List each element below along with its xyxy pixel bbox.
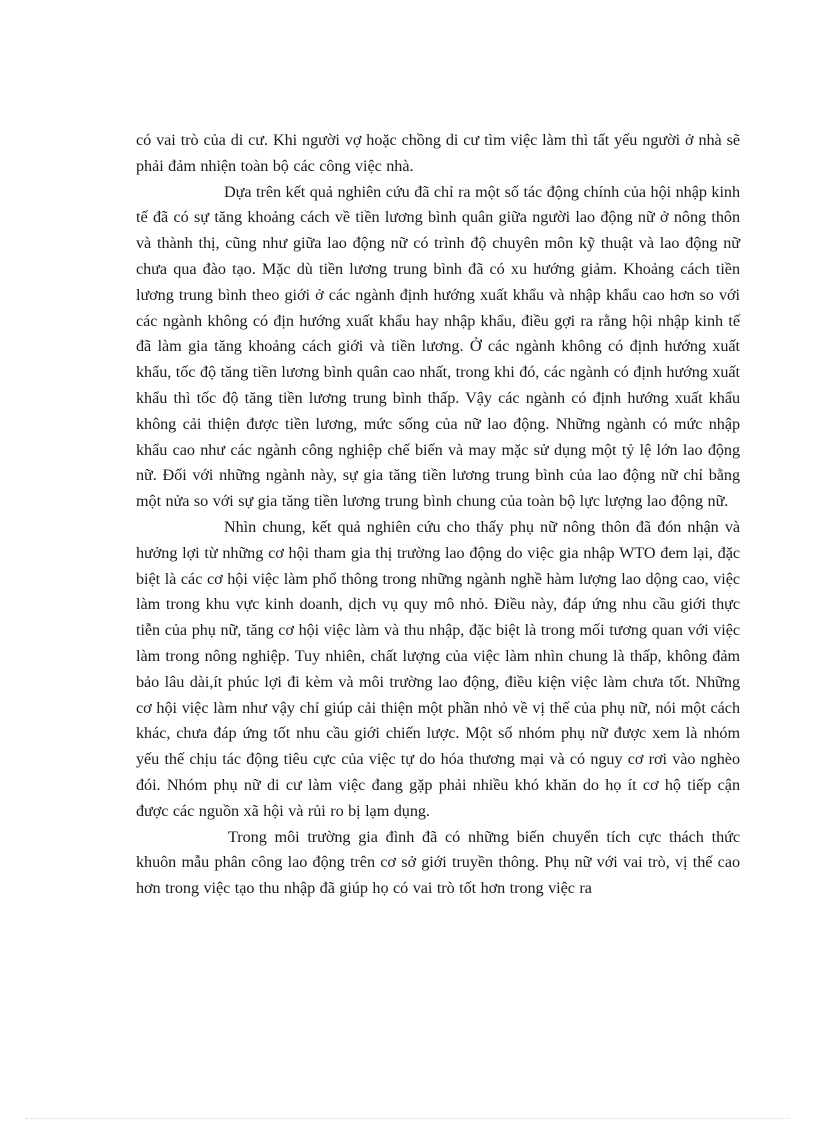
page-bottom-rule	[26, 1118, 790, 1119]
paragraph-continuation: có vai trò của di cư. Khi người vợ hoặc chồng di cư tìm việc làm thì tất yếu người ở nhà sẽ phải đảm nhiện toàn bộ các công việc nhà.	[136, 131, 740, 175]
paragraph-rural-women: Nhìn chung, kết quả nghiên cứu cho thấy phụ nữ nông thôn đã đón nhận và hưởng lợi từ những cơ hội tham gia thị trường lao động do việc gia nhập WTO đem lại, đặc biệt là các cơ hội việc làm phổ thông trong những ngành nghề hàm lượng lao dộng cao, việc làm trong khu vực kinh doanh, dịch vụ quy mô nhỏ. Điều này, đáp ứng nhu cầu giới thực tiễn của phụ nữ, tăng cơ hội việc làm và thu nhập, đặc biệt là trong mối tương quan với việc làm trong nông nghiệp. Tuy nhiên, chất lượng của việc làm nhìn chung là thấp, không đảm bảo lâu dài,ít phúc lợi đi kèm và môi trường lao động, điều kiện việc làm chưa tốt. Những cơ hội việc làm như vậy chỉ giúp cải thiện một phần nhỏ về vị thế của phụ nữ, nói một cách khác, chưa đáp ứng tốt nhu cầu giới chiến lược. Một số nhóm phụ nữ được xem là nhóm yếu thế chịu tác động tiêu cực của việc tự do hóa thương mại và có nguy cơ rơi vào nghèo đói. Nhóm phụ nữ di cư làm việc đang gặp phải nhiều khó khăn do họ ít cơ hộ tiếp cận được các nguồn xã hội và rủi ro bị lạm dụng.	[136, 517, 740, 820]
document-page	[136, 128, 740, 902]
paragraph-wage-gap: Dựa trên kết quả nghiên cứu đã chỉ ra một số tác động chính của hội nhập kinh tế đã có sự tăng khoảng cách về tiền lương bình quân giữa người lao động nữ ở nông thôn và thành thị, cũng như giữa lao động nữ có trình độ chuyên môn kỹ thuật và lao động nữ chưa qua đào tạo. Mặc dù tiền lương trung bình đã có xu hướng giảm. Khoảng cách tiền lương trung bình theo giới ở các ngành định hướng xuất khẩu và nhập khẩu cao hơn so với các ngành không có địn hướng xuất khẩu hay nhập khẩu, điều gợi ra rằng hội nhập kinh tế đã làm gia tăng khoảng cách giới và tiền lương. Ở các ngành không có định hướng xuất khẩu, tốc độ tăng tiền lương bình quân cao nhất, trong khi đó, các ngành có định hướng xuất khẩu thì tốc độ tăng tiền lương trung bình thấp. Vậy các ngành có định hướng xuất khẩu không cải thiện được tiền lương, mức sống của nữ lao động. Những ngành có mức nhập khẩu cao như các ngành công nghiệp chế biến và may mặc sử dụng một tỷ lệ lớn lao động nữ. Đối với những ngành này, sự gia tăng tiền lương trung bình của lao động nữ chỉ bằng một nửa so với sự gia tăng tiền lương trung bình chung của toàn bộ lực lượng lao động nữ.	[136, 182, 740, 511]
paragraph-family-roles: Trong môi trường gia đình đã có những biến chuyển tích cực thách thức khuôn mẫu phân công lao động trên cơ sở giới truyền thông. Phụ nữ với vai trò, vị thế cao hơn trong việc tạo thu nhập đã giúp họ có vai trò tốt hơn trong việc ra	[136, 827, 740, 898]
